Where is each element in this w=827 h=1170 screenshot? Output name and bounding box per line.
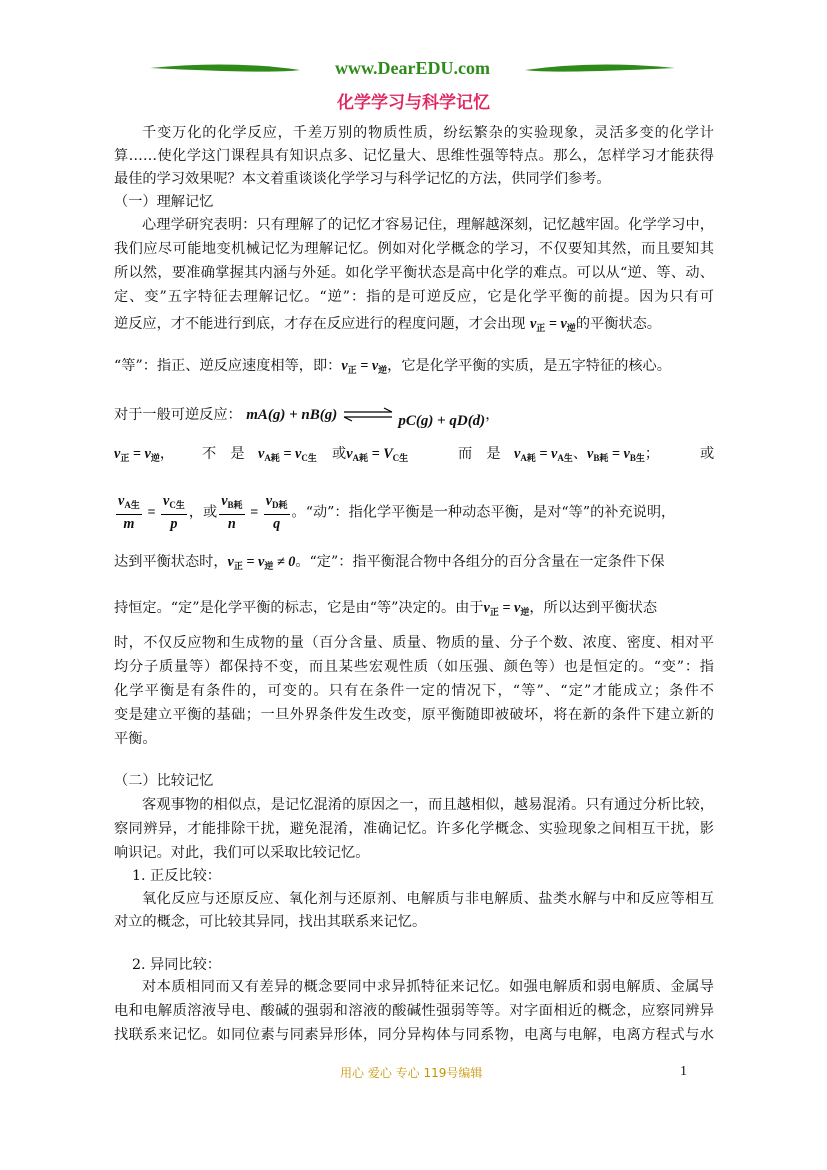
text-line: 我们应尽可能地变机械记忆为理解记忆。例如对化学概念的学习，不仅要知其然，而且要知其 — [114, 241, 714, 257]
text-line: 时，不仅反应物和生成物的量（百分含量、质量、物质的量、分子个数、浓度、密度、相对平 — [114, 635, 714, 651]
text-line — [114, 356, 714, 380]
formula-vA-vC: $v_{A耗} = v_{C生}$ — [258, 446, 317, 463]
site-name: www.DearEDU.com — [335, 58, 490, 78]
formula-v-equal: $v_正 = v_逆$ — [341, 358, 388, 375]
text-line — [114, 314, 714, 338]
text-line: 响识记。对此，我们可以采取比较记忆。 — [114, 845, 370, 861]
text-line: 察同辨异，才能排除干扰，避免混淆，准确记忆。许多化学概念、实验现象之间相互干扰，影 — [114, 821, 714, 837]
formula-v-equal: $v_正 = v_逆$ — [483, 600, 530, 617]
text-line: 找联系来记忆。如同位素与同素异形体，同分异构体与同系物，电离与电解，电离方程式与水 — [114, 1027, 714, 1043]
fraction: $\frac{v_{D耗}}{q}$ — [265, 493, 288, 532]
text-run: 对于一般可逆反应： — [114, 407, 242, 423]
text-line: 所以然，要准确掌握其内涵与外延。如化学平衡状态是高中化学的难点。可以从“逆、等、动、 — [114, 265, 714, 281]
list-item-heading: 2. 异同比较： — [132, 957, 221, 973]
text-run: ，它是化学平衡的实质，是五字特征的核心。 — [387, 358, 671, 374]
formula-v-equal: $v_正 = v_逆$ — [529, 316, 576, 333]
reaction-lhs: mA(g) + nB(g) — [246, 407, 338, 423]
text-line: 对立的概念，可比较其异同，找出其联系来记忆。 — [114, 914, 427, 930]
text-line: 持恒定。“定”是化学平衡的标志，它是由“等”决定的。由于$v_正 = v_逆$，所以达到平衡状态 — [114, 600, 658, 617]
text-line: 定、变”五字特征去理解记忆。“逆”：指的是可逆反应，它是化学平衡的前提。因为只有可 — [114, 289, 714, 305]
fraction: $\frac{v_{A生}}{m}$ — [118, 493, 140, 532]
text-run: “等”：指正、逆反应速度相等，即： — [114, 358, 342, 374]
formula-line: $v_正 = v_逆$， 不 是 $v_{A耗} = v_{C生}$ 或$v_{A耗} = V_{C生}$ 而 是 $v_{A耗} = v_{A生}$、$v_{B耗} = v_{B生}$； 或 — [114, 444, 714, 468]
text-line: 客观事物的相似点，是记忆混淆的原因之一，而且越相似，越易混淆。只有通过分析比较， — [142, 797, 714, 813]
formula-v-equal: $v_正 = v_逆$ — [114, 446, 160, 463]
text-line: 均分子质量等）都保持不变，而且某些宏观性质（如压强、颜色等）也是恒定的。“变”：指 — [114, 659, 714, 675]
text-run: 或 — [700, 446, 715, 462]
text-run: 或$v_{A耗} = V_{C生}$ — [332, 446, 409, 463]
site-header — [150, 58, 675, 84]
reaction-rhs: pC(g) + qD(d) — [398, 413, 486, 429]
text-line: 算……使化学这门课程具有知识点多、记忆量大、思维性强等特点。那么，怎样学习才能获得 — [114, 148, 714, 164]
text-run: 的平衡状态。 — [575, 316, 661, 332]
text-run: 而 是 — [458, 446, 501, 462]
text-line: 电和电解质溶液导电、酸碱的强弱和溶液的酸碱性强弱等等。对字面相近的概念，应察同辨异 — [114, 1003, 714, 1019]
text-line: 对本质相同而又有差异的概念要同中求异抓特征来记忆。如强电解质和弱电解质、金属导 — [142, 979, 714, 995]
section-heading: （二）比较记忆 — [114, 773, 214, 789]
list-item-heading: 1. 正反比较： — [132, 868, 221, 884]
section-heading: （一）理解记忆 — [114, 194, 214, 210]
text-line: 千变万化的化学反应，千差万别的物质性质，纷纭繁杂的实验现象，灵活多变的化学计 — [142, 125, 714, 141]
text-line: 达到平衡状态时，$v_正 = v_逆 \ne 0$。“定”：指平衡混合物中各组分的百分含量在一定条件下保 — [114, 554, 665, 571]
formula-v-neq: $v_正 = v_逆 \ne 0$ — [227, 554, 296, 571]
text-run: $v_{A耗} = v_{A生}$、$v_{B耗} = v_{B生}$； — [514, 446, 660, 463]
fraction: $\frac{v_{B耗}}{n}$ — [221, 493, 243, 532]
text-line: 氧化反应与还原反应、氧化剂与还原剂、电解质与非电解质、盐类水解与中和反应等相互 — [142, 891, 714, 907]
fraction: $\frac{v_{C生}}{p}$ — [163, 493, 185, 532]
text-line: 心理学研究表明：只有理解了的记忆才容易记住，理解越深刻，记忆越牢固。化学学习中， — [142, 217, 714, 233]
footer-signature: 用心 爱心 专心 119号编辑 — [340, 1066, 483, 1080]
reaction-line: 对于一般可逆反应： mA(g) + nB(g) pC(g) + qD(d)， — [114, 407, 500, 429]
text-line: 变是建立平衡的基础；一旦外界条件发生改变，原平衡随即被破坏，将在新的条件下建立新的 — [114, 707, 714, 723]
text-line: 最佳的学习效果呢？本文着重谈谈化学学习与科学记忆的方法，供同学们参考。 — [114, 171, 611, 187]
text-line: 平衡。 — [114, 731, 157, 747]
text-line: 化学平衡是有条件的，可变的。只有在条件一定的情况下，“等”、“定”才能成立；条件不 — [114, 683, 714, 699]
equilibrium-arrow-icon — [342, 406, 394, 424]
page-title: 化学学习与科学记忆 — [337, 93, 490, 113]
page-number: 1 — [680, 1064, 687, 1079]
text-run: 不 是 — [202, 446, 245, 462]
text-run: 逆反应，才不能进行到底，才存在反应进行的程度问题，才会出现 — [114, 316, 526, 332]
fraction-line: $\frac{v_{A生}}{m}$ = $\frac{v_{C生}}{p}$ ，或 $\frac{v_{B耗}}{n}$ = $\frac{v_{D耗}}{q}$ 。“动”：指化学平衡是一种动态平衡，是对“等”的补充说明， — [118, 493, 676, 532]
